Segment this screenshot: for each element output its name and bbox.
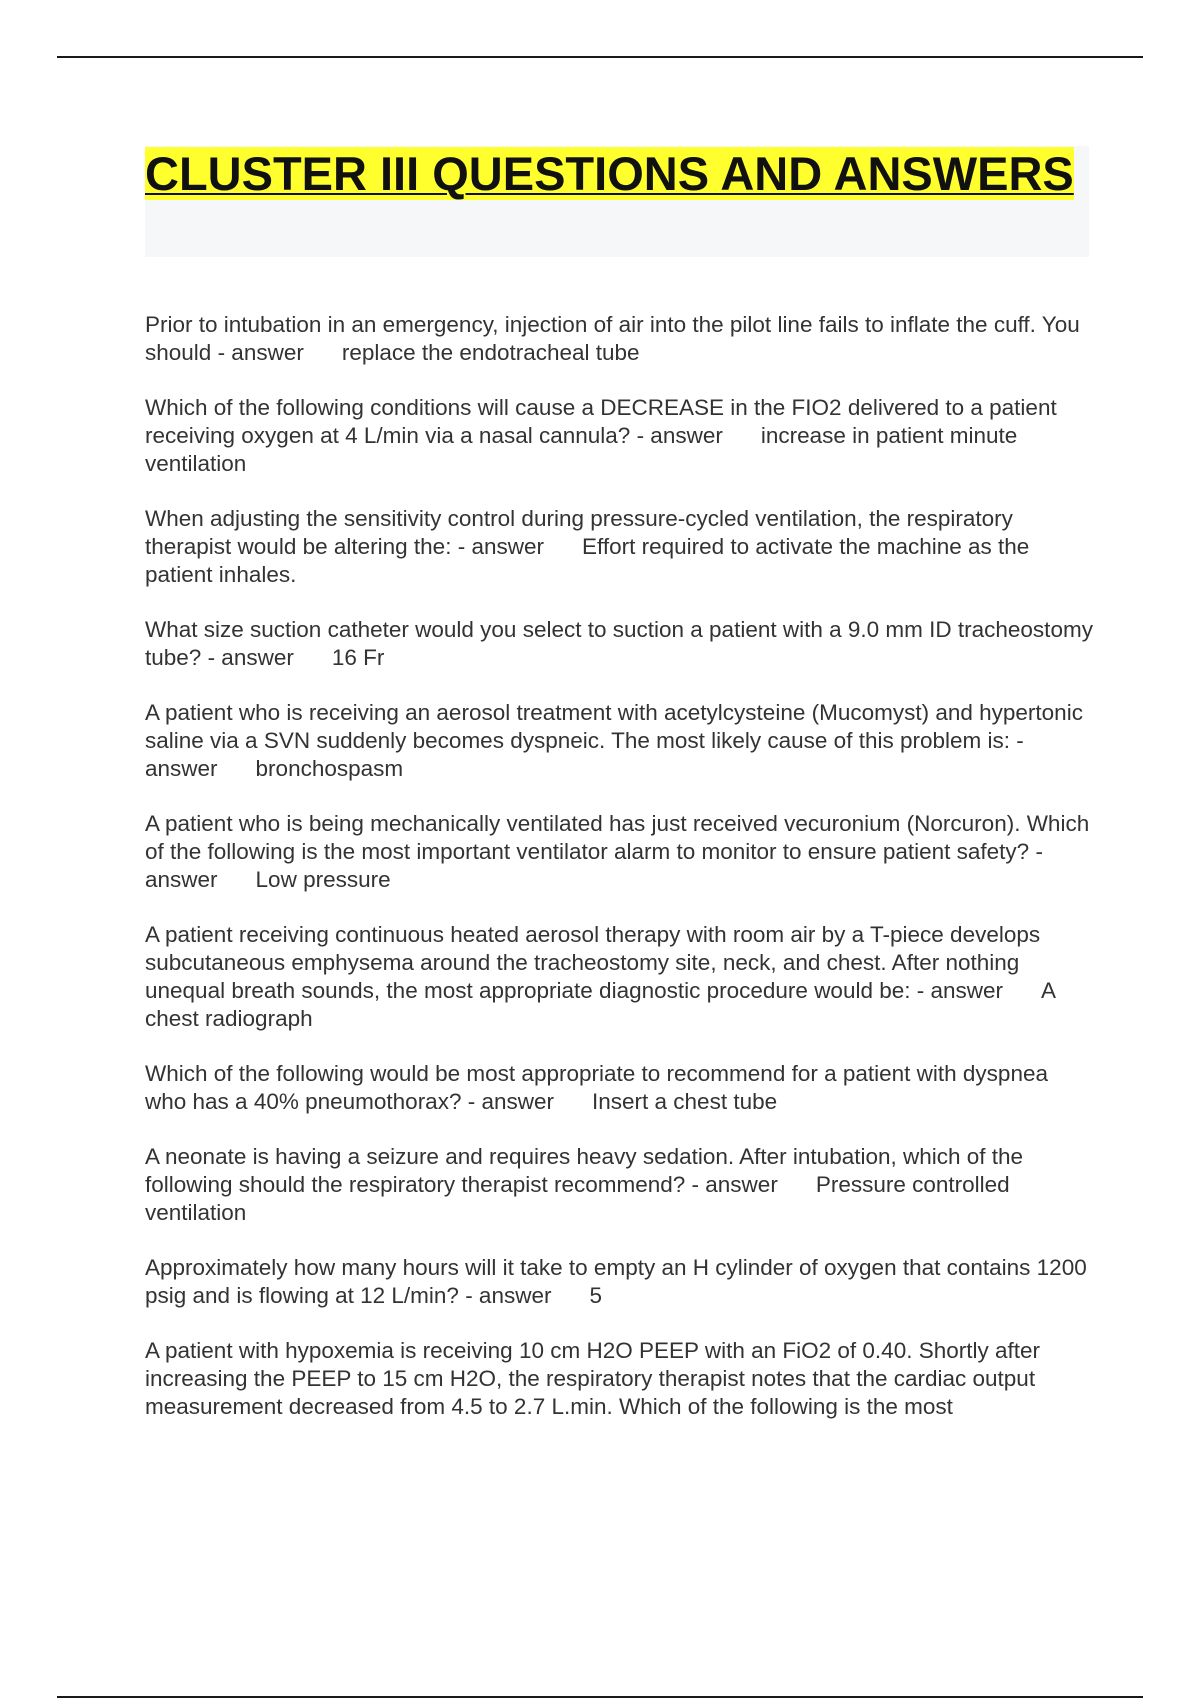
qa-item [145,810,1095,894]
question-text: Which of the following would be most appropriate to recommend for a patient with dyspnea who has a 40% pneumothorax? [145,1061,1048,1114]
answer-separator: - answer [211,340,304,365]
qa-item [145,394,1095,478]
answer-separator: - answer [910,978,1004,1003]
question-text: Prior to intubation in an emergency, injection of air into the pilot line fails to inflate the cuff. You should [145,312,1080,365]
answer-text: Effort required to activate the machine as the patient inhales. [145,534,1030,587]
answer-text: replace the endotracheal tube [341,340,640,365]
document-title [145,146,1089,202]
answer-text: 16 Fr [331,645,385,670]
top-rule [57,56,1143,58]
answer-text: bronchospasm [255,756,404,781]
document-title-text: CLUSTER III QUESTIONS AND ANSWERS [145,147,1074,200]
answer-separator: - answer [201,645,294,670]
answer-separator: - answer [630,423,723,448]
qa-item [145,699,1095,783]
answer-separator: - answer [145,728,1024,781]
qa-list [145,311,1095,1448]
qa-item [145,1337,1095,1421]
question-text: A patient with hypoxemia is receiving 10 cm H2O PEEP with an FiO2 of 0.40. Shortly after increasing the PEEP to 15 cm H2O, the respiratory therapist notes that the cardiac output measurement decreased from 4.5 to 2.7 L.min. Which of the following is the most [145,1338,1041,1419]
qa-item [145,311,1095,367]
answer-text: 5 [589,1283,602,1308]
qa-item [145,1143,1095,1227]
answer-text: Pressure controlled ventilation [145,1172,1010,1225]
qa-item [145,921,1095,1033]
answer-text: A chest radiograph [145,978,1055,1031]
question-text: A patient who is being mechanically ventilated has just received vecuronium (Norcuron). Which of the following is the most important ventilator alarm to monitor to ensure patient safety? [145,811,1090,864]
answer-text: increase in patient minute ventilation [145,423,1018,476]
qa-item [145,1060,1095,1116]
answer-separator: - answer [451,534,544,559]
question-text: A patient who is receiving an aerosol treatment with acetylcysteine (Mucomyst) and hypertonic saline via a SVN suddenly becomes dyspneic. The most likely cause of this problem is: [145,700,1083,753]
answer-text: Insert a chest tube [592,1089,778,1114]
question-text: Approximately how many hours will it take to empty an H cylinder of oxygen that contains 1200 psig and is flowing at 12 L/min? [145,1255,1087,1308]
question-text: What size suction catheter would you select to suction a patient with a 9.0 mm ID tracheostomy tube? [145,617,1093,670]
answer-separator: - answer [458,1283,552,1308]
bottom-rule [57,1696,1143,1698]
question-text: Which of the following conditions will cause a DECREASE in the FIO2 delivered to a patient receiving oxygen at 4 L/min via a nasal cannula? [145,395,1057,448]
answer-separator: - answer [145,839,1043,892]
qa-item [145,1254,1095,1310]
answer-text: Low pressure [255,867,391,892]
qa-item [145,616,1095,672]
question-text: When adjusting the sensitivity control during pressure-cycled ventilation, the respiratory therapist would be altering the: [145,506,1013,559]
answer-separator: - answer [461,1089,554,1114]
answer-separator: - answer [685,1172,778,1197]
question-text: A neonate is having a seizure and requires heavy sedation. After intubation, which of the following should the respiratory therapist recommend? [145,1144,1024,1197]
qa-item [145,505,1095,589]
question-text: A patient receiving continuous heated aerosol therapy with room air by a T-piece develops subcutaneous emphysema around the tracheostomy site, neck, and chest. After nothing unequal breath sounds, the most appropriate diagnostic procedure would be: [145,922,1041,1003]
